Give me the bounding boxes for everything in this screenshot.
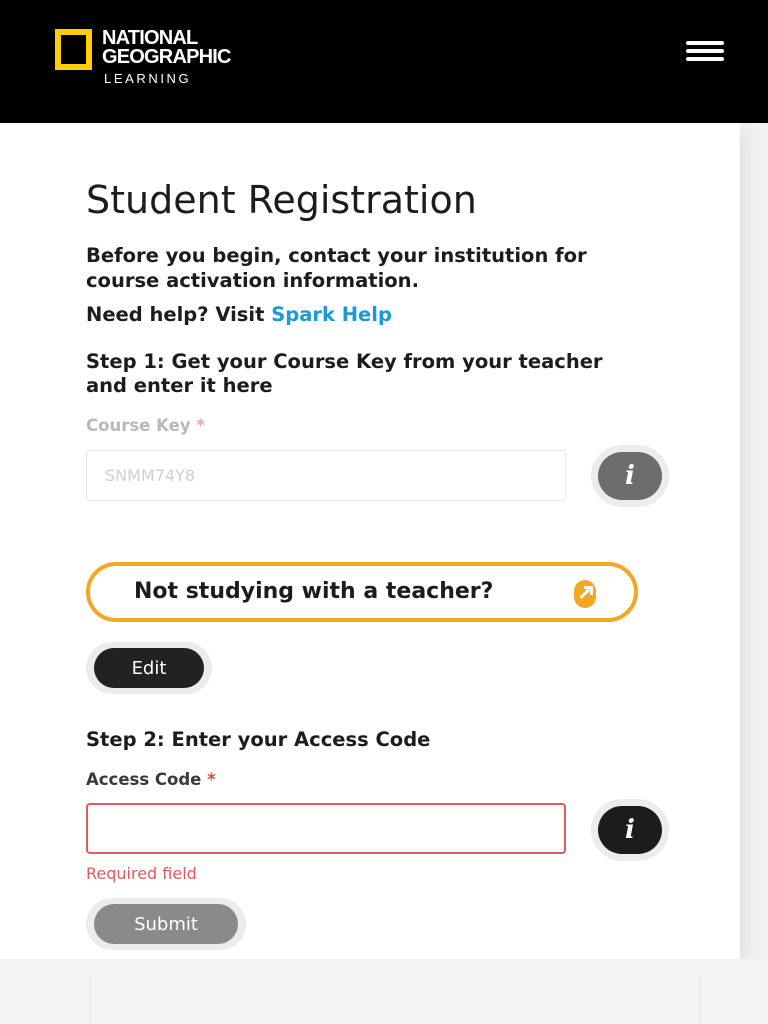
access-code-label-text: Access Code	[86, 770, 202, 789]
course-key-info-button[interactable]	[591, 445, 669, 507]
external-link-icon	[574, 580, 596, 608]
required-asterisk: *	[207, 770, 216, 789]
bottom-divider-left	[90, 975, 91, 1024]
access-code-info-button[interactable]	[591, 799, 669, 861]
logo-line-geographic: GEOGRAPHIC	[102, 46, 231, 68]
step1-heading: Step 1: Get your Course Key from your teacher and enter it here	[86, 350, 603, 397]
intro-text: Before you begin, contact your institution for course activation information.	[86, 244, 587, 292]
access-code-input[interactable]	[86, 803, 566, 854]
course-key-label-text: Course Key	[86, 416, 191, 435]
logo-wordmark[interactable]	[102, 29, 231, 67]
nat-geo-logo-icon[interactable]	[55, 29, 92, 70]
course-key-label	[86, 416, 205, 435]
not-studying-with-teacher-button[interactable]	[86, 562, 638, 622]
submit-button-wrap	[86, 898, 246, 950]
page-title: Student Registration	[86, 178, 477, 222]
step2-heading: Step 2: Enter your Access Code	[86, 728, 431, 751]
access-code-label	[86, 770, 216, 789]
help-text	[86, 303, 392, 326]
edit-button-wrap	[86, 642, 212, 694]
submit-button[interactable]: Submit	[94, 904, 238, 944]
logo-subtitle: LEARNING	[104, 71, 192, 86]
edit-button[interactable]: Edit	[94, 648, 204, 688]
required-asterisk: *	[196, 416, 205, 435]
required-field-error: Required field	[86, 864, 197, 883]
hamburger-menu-icon[interactable]	[686, 41, 724, 61]
bottom-area	[0, 959, 768, 1024]
spark-help-link[interactable]: Spark Help	[271, 303, 392, 326]
not-studying-label: Not studying with a teacher?	[134, 579, 494, 604]
info-icon: i	[598, 452, 662, 500]
help-prefix: Need help? Visit	[86, 303, 272, 326]
site-header	[0, 0, 768, 123]
bottom-divider-right	[700, 975, 701, 1024]
logo-line-national: NATIONAL	[102, 27, 198, 49]
info-icon: i	[598, 806, 662, 854]
course-key-input[interactable]	[86, 450, 566, 501]
